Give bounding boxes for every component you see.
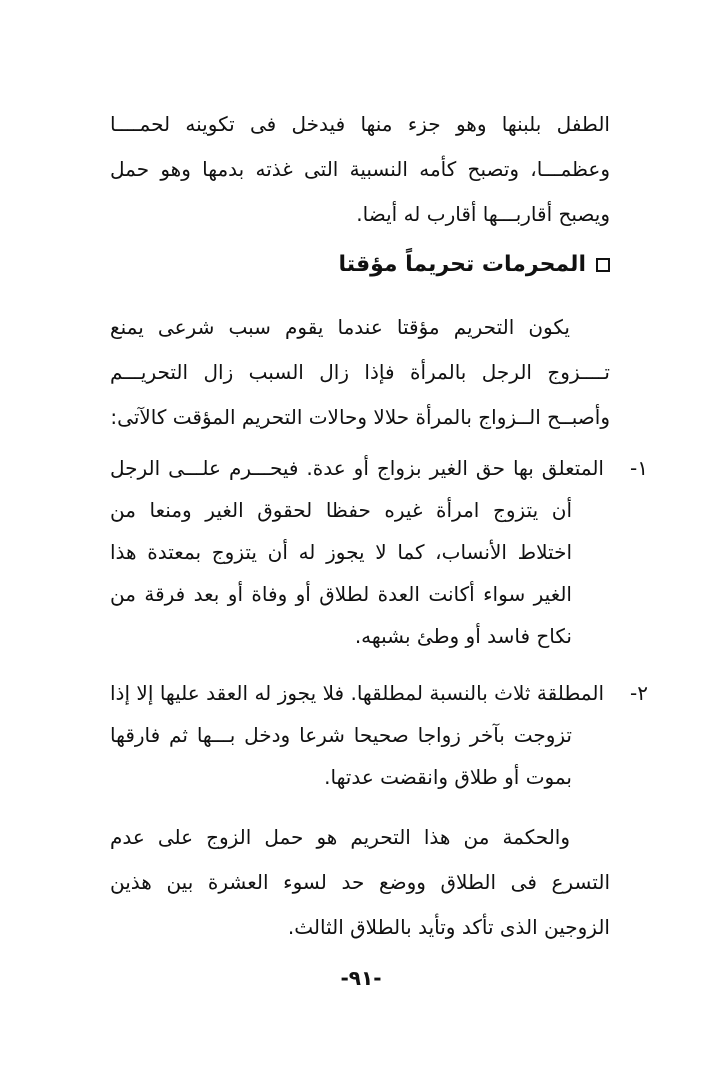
list-item-1: ١-المتعلق بها حق الغير بزواج أو عدة. فيحـــرم علـــى الرجل أن يتزوج امرأة غيره حفظا لحقوق الغير ومنعا من اختلاط الأنساب، كما لا يجوز له أن يتزوج بمعتدة هذا الغير سواء أكانت العدة لطلاق أو وفاة أو بعد فرقة من نكاح فاسد أو وطئ بشبهه. [110, 456, 648, 648]
paragraph-temporary-prohibition: يكون التحريم مؤقتا عندما يقوم سبب شرعى يمنع تــــزوج الرجل بالمرأة فإذا زال السبب زال التحريـــم وأصبــح الــزواج بالمرأة حلالا وحالات التحريم المؤقت كالآتى: [110, 315, 610, 429]
paragraph-milk-kinship: الطفل بلبنها وهو جزء منها فيدخل فى تكوينه لحمــــا وعظمـــا، وتصبح كأمه النسبية التى غذته بدمها وهو حمل ويصبح أقاربـــها أقارب له أيضا. [110, 112, 610, 226]
list-item-2: ٢-المطلقة ثلاث بالنسبة لمطلقها. فلا يجوز له العقد عليها إلا إذا تزوجت بآخر زواجا صحيحا شرعا ودخل بـــها ثم فارقها بموت أو طلاق وانقضت عدتها. [110, 681, 648, 789]
list-item-2-text: المطلقة ثلاث بالنسبة لمطلقها. فلا يجوز له العقد عليها إلا إذا تزوجت بآخر زواجا صحيحا شرعا ودخل بـــها ثم فارقها بموت أو طلاق وانقضت عدتها. [110, 681, 604, 789]
section-heading [338, 243, 610, 287]
square-bullet-icon [596, 258, 610, 272]
list-item-1-text: المتعلق بها حق الغير بزواج أو عدة. فيحـــرم علـــى الرجل أن يتزوج امرأة غيره حفظا لحقوق الغير ومنعا من اختلاط الأنساب، كما لا يجوز له أن يتزوج بمعتدة هذا الغير سواء أكانت العدة لطلاق أو وفاة أو بعد فرقة من نكاح فاسد أو وطئ بشبهه. [110, 456, 604, 648]
page-number: -٩١- [340, 966, 382, 990]
paragraph-wisdom: والحكمة من هذا التحريم هو حمل الزوج على عدم التسرع فى الطلاق ووضع حد لسوء العشرة بين هذين الزوجين الذى تأكد وتأيد بالطلاق الثالث. [110, 825, 610, 939]
section-heading-text: المحرمات تحريماً مؤقتا [338, 252, 586, 277]
